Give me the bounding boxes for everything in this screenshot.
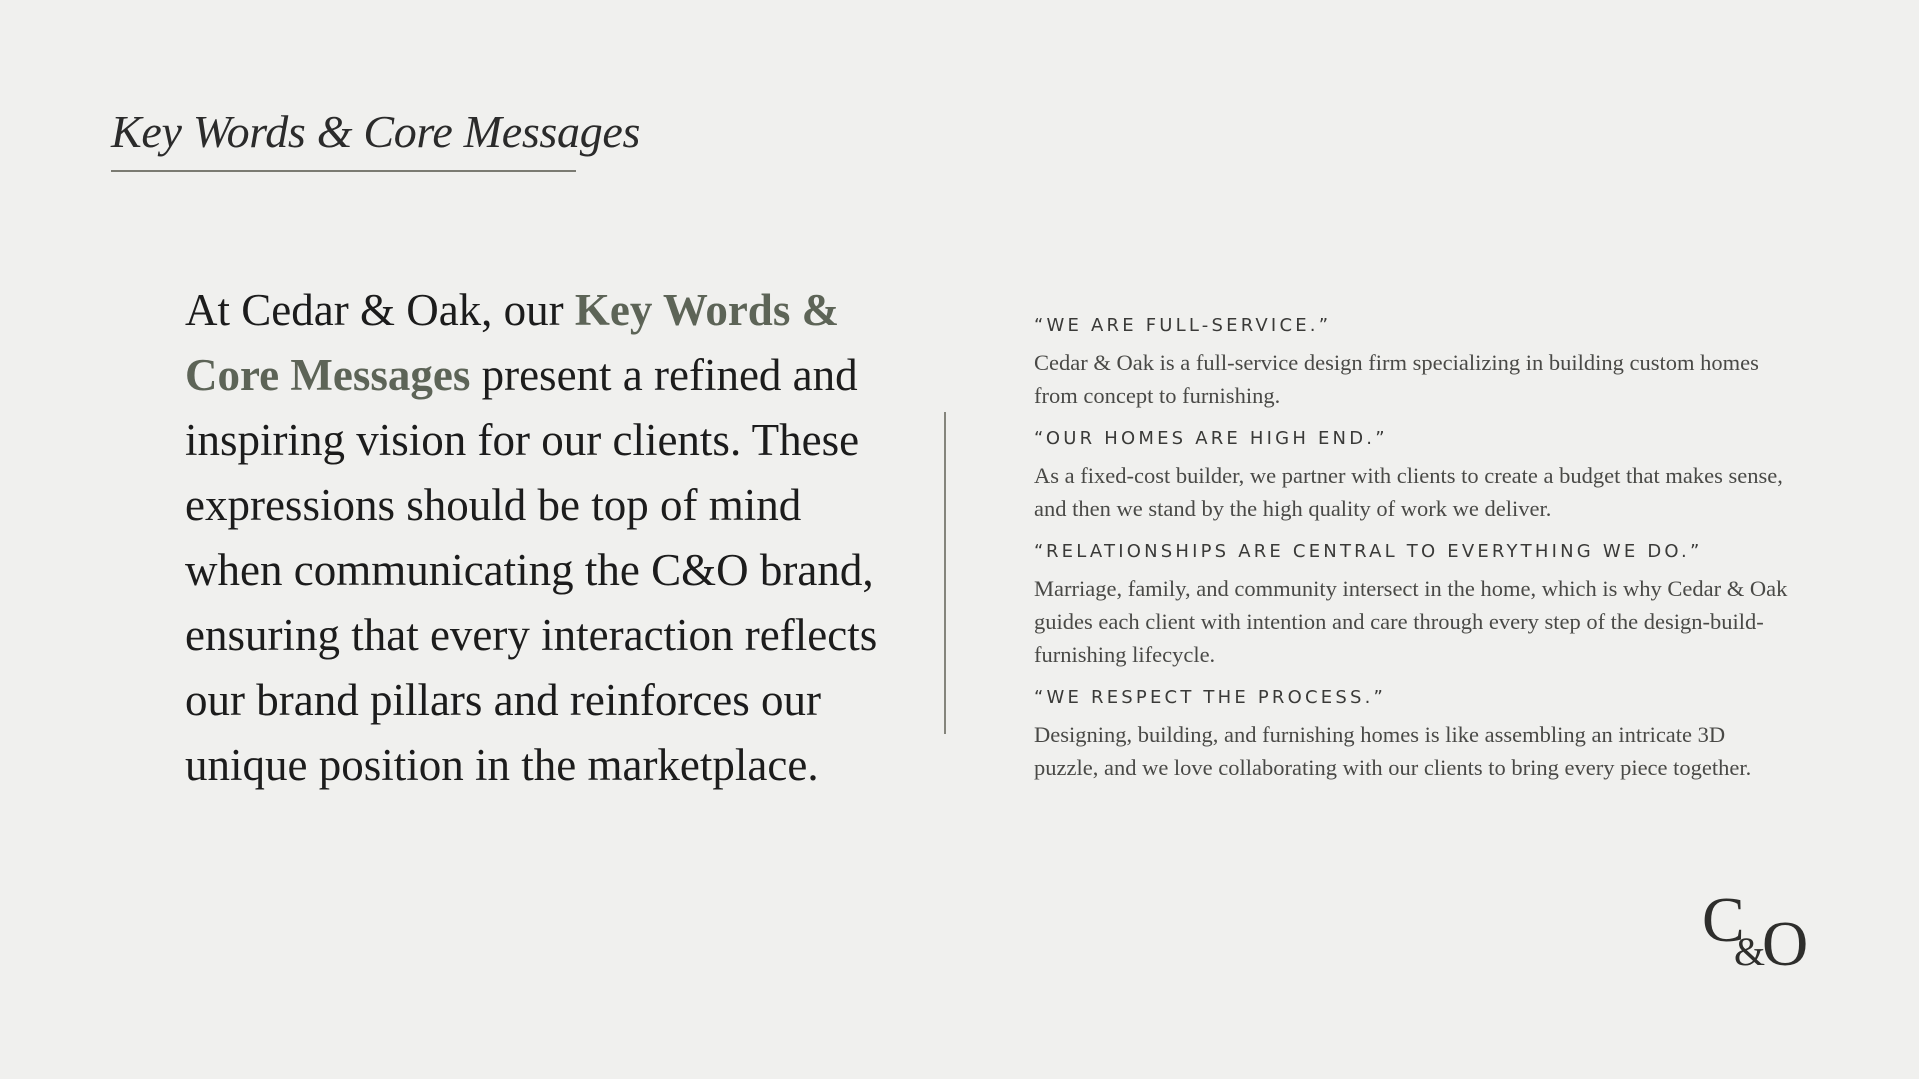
core-message (1034, 312, 1794, 412)
core-message-heading: “OUR HOMES ARE HIGH END.” (1034, 428, 1388, 449)
brand-logo (1700, 895, 1810, 975)
core-message (1034, 538, 1794, 671)
core-message-body: Marriage, family, and community intersect in the home, which is why Cedar & Oak guides each client with intention and care through every step of the design-build-furnishing lifecycle. (1034, 576, 1788, 667)
core-message-body: Cedar & Oak is a full-service design firm specializing in building custom homes from concept to furnishing. (1034, 350, 1759, 408)
svg-text:O: O (1762, 908, 1809, 975)
intro-suffix: present a refined and inspiring vision for our clients. These expressions should be top of mind when communicating the C&O brand, ensuring that every interaction reflects our brand pillars and reinforces our unique position in the marketplace. (185, 350, 878, 790)
intro-paragraph (185, 278, 885, 798)
svg-text:C: C (1702, 895, 1745, 955)
core-message-body: As a fixed-cost builder, we partner with clients to create a budget that makes sense, and then we stand by the high quality of work we deliver. (1034, 463, 1783, 521)
core-message-body: Designing, building, and furnishing homes is like assembling an intricate 3D puzzle, and we love collaborating with our clients to bring every piece together. (1034, 722, 1752, 780)
intro-highlight: Key Words & Core Messages (185, 285, 840, 400)
core-message-heading: “WE RESPECT THE PROCESS.” (1034, 687, 1387, 708)
core-message-heading: “WE ARE FULL-SERVICE.” (1034, 315, 1332, 336)
page-title: Key Words & Core Messages (111, 106, 641, 157)
core-message (1034, 684, 1794, 784)
core-message (1034, 425, 1794, 525)
svg-text:&: & (1734, 929, 1766, 974)
intro-prefix: At Cedar & Oak, our (185, 285, 575, 335)
title-underline (111, 170, 576, 172)
core-messages-list (1034, 312, 1794, 784)
monogram-logo-icon (1700, 895, 1810, 975)
core-message-heading: “RELATIONSHIPS ARE CENTRAL TO EVERYTHING WE DO.” (1034, 541, 1703, 562)
vertical-divider (944, 412, 946, 734)
